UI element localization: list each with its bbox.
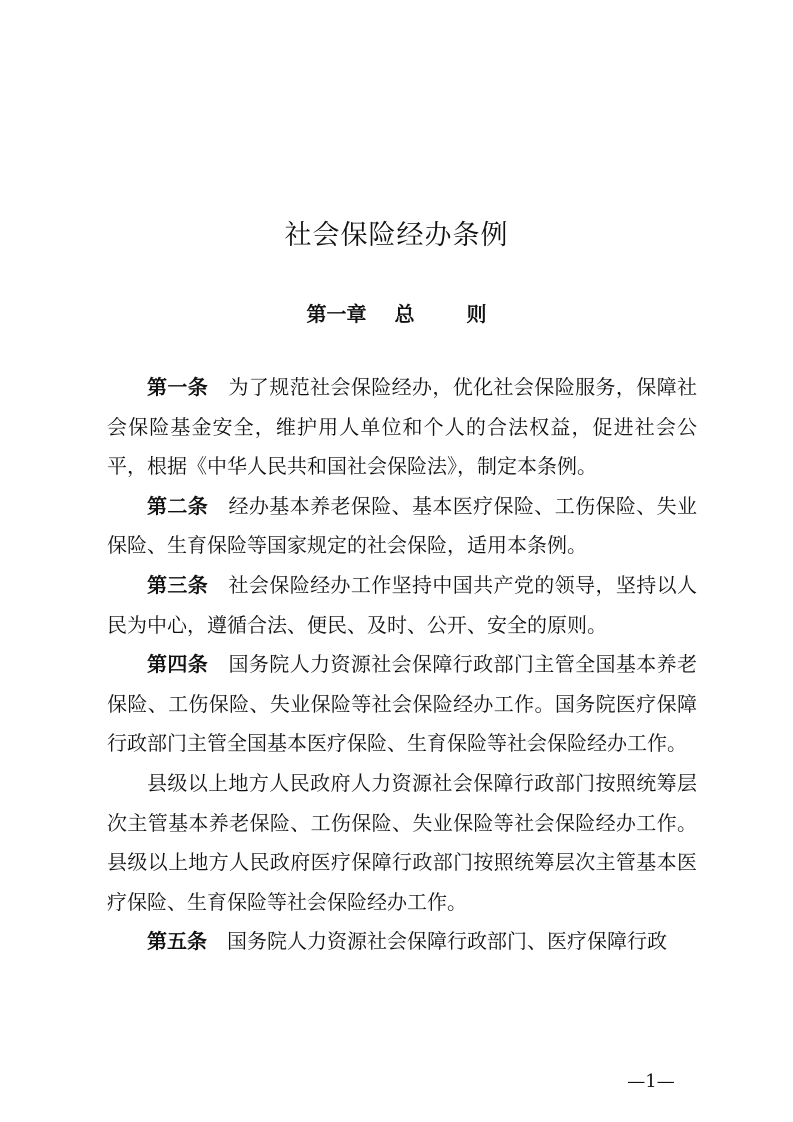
article-4 [107, 645, 697, 764]
article-3 [107, 566, 697, 645]
article-label: 第三条 [147, 572, 209, 597]
article-text: 国务院人力资源社会保障行政部门、医疗保障行政 [227, 929, 667, 954]
article-1 [107, 368, 697, 487]
page-number: —1— [627, 1071, 675, 1092]
article-text: 社会保险经办工作坚持中国共产党的领导，坚持以人民为中心，遵循合法、便民、及时、公开、安全的原则。 [107, 572, 698, 637]
document-body [107, 368, 697, 962]
article-text: 国务院人力资源社会保障行政部门主管全国基本养老保险、工伤保险、失业保险等社会保险经办工作。国务院医疗保障行政部门主管全国基本医疗保险、生育保险等社会保险经办工作。 [107, 652, 698, 756]
article-text: 经办基本养老保险、基本医疗保险、工伤保险、失业保险、生育保险等国家规定的社会保险，适用本条例。 [107, 493, 698, 558]
article-label: 第二条 [147, 493, 209, 518]
article-2 [107, 487, 697, 566]
article-4-paragraph-2 [107, 764, 697, 922]
article-5 [107, 922, 697, 962]
article-text: 县级以上地方人民政府人力资源社会保障行政部门按照统筹层次主管基本养老保险、工伤保险、失业保险等社会保险经办工作。县级以上地方人民政府医疗保障行政部门按照统筹层次主管基本医疗保险、生育保险等社会保险经办工作。 [107, 770, 697, 914]
chapter-heading [0, 298, 793, 330]
chapter-number: 第一章 [306, 302, 367, 326]
article-label: 第一条 [147, 375, 209, 399]
document-title: 社会保险经办条例 [284, 220, 509, 251]
chapter-name-part2: 则 [466, 302, 487, 326]
article-text: 为了规范社会保险经办，优化社会保险服务，保障社会保险基金安全，维护用人单位和个人的合法权益，促进社会公平，根据《中华人民共和国社会保险法》，制定本条例。 [107, 375, 698, 479]
article-label: 第五条 [147, 929, 207, 954]
article-label: 第四条 [147, 652, 209, 677]
chapter-name-part1: 总 [394, 302, 415, 326]
